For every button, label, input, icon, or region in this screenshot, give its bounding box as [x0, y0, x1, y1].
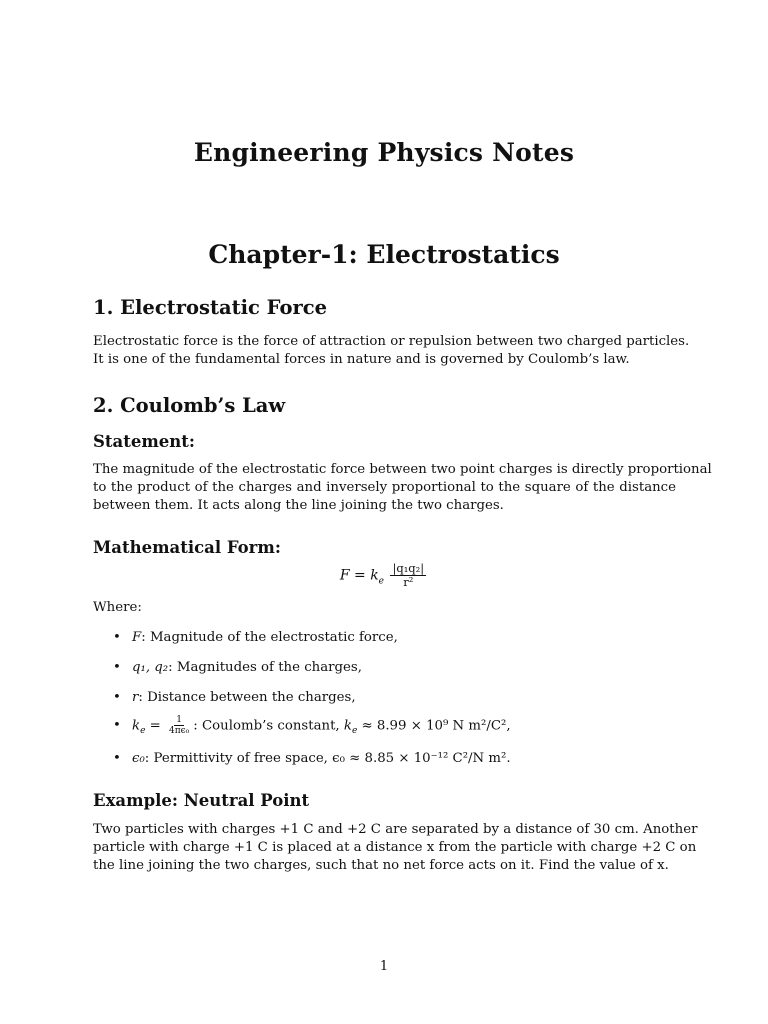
list-item-force	[113, 630, 398, 645]
list-item-text: : Distance between the charges,	[138, 690, 356, 705]
formula-numerator: |q₁q₂|	[392, 561, 425, 575]
formula-lhs-subscript: e	[378, 576, 384, 587]
statement-paragraph	[93, 461, 712, 515]
paragraph-line: It is one of the fundamental forces in nature and is governed by Coulomb’s law.	[93, 352, 630, 367]
list-item-charges	[113, 660, 362, 675]
list-item-distance	[113, 690, 356, 705]
constant-value: ≈ 8.99 × 10⁹ N m²/C²,	[361, 718, 511, 734]
constant-numerator: 1	[176, 715, 183, 725]
example-paragraph	[93, 821, 698, 875]
formula-denominator: r²	[403, 575, 414, 590]
section1-paragraph	[93, 333, 690, 369]
permittivity-value: ϵ₀ ≈ 8.85 × 10⁻¹² C²/N m².	[332, 751, 511, 766]
chapter-title: Chapter-1: Electrostatics	[208, 240, 560, 269]
statement-heading: Statement:	[93, 432, 196, 451]
bullet-icon: •	[113, 751, 121, 766]
equals-sign: =	[145, 718, 165, 734]
paragraph-line: particle with charge +1 C is placed at a distance x from the particle with charge +2 C on	[93, 840, 697, 855]
paragraph-line: Electrostatic force is the force of attraction or repulsion between two charged particles.	[93, 334, 690, 349]
symbol-k-subscript: e	[351, 726, 358, 736]
page-number: 1	[379, 959, 389, 974]
formula-lhs: F = k	[339, 567, 379, 584]
bullet-icon: •	[113, 718, 121, 734]
formula-fraction	[390, 562, 426, 589]
document-title: Engineering Physics Notes	[193, 138, 575, 167]
symbol-f: F	[132, 630, 142, 645]
symbol-k: k	[132, 718, 141, 734]
list-item-text: : Coulomb’s constant,	[193, 718, 344, 734]
list-item-text: : Permittivity of free space,	[144, 751, 333, 766]
paragraph-line: the line joining the two charges, such that no net force acts on it. Find the value of x.	[93, 858, 669, 873]
symbol-epsilon: ϵ₀	[132, 751, 145, 766]
where-label: Where:	[93, 600, 142, 615]
section-heading-electrostatic-force: 1. Electrostatic Force	[93, 296, 328, 319]
mathematical-form-heading: Mathematical Form:	[93, 538, 281, 557]
bullet-icon: •	[113, 660, 121, 675]
list-item-text: : Magnitude of the electrostatic force,	[141, 630, 398, 645]
paragraph-line: The magnitude of the electrostatic force between two point charges is directly proportional	[93, 462, 712, 477]
bullet-icon: •	[113, 690, 121, 705]
constant-fraction	[167, 715, 191, 737]
paragraph-line: Two particles with charges +1 C and +2 C are separated by a distance of 30 cm. Another	[93, 822, 698, 837]
paragraph-line: to the product of the charges and inversely proportional to the square of the distance	[93, 480, 676, 495]
symbol-k-subscript: e	[140, 726, 146, 736]
symbol-q: q₁, q₂	[132, 660, 169, 675]
example-heading: Example: Neutral Point	[93, 791, 310, 810]
paragraph-line: between them. It acts along the line joining the two charges.	[93, 498, 504, 513]
bullet-icon: •	[113, 630, 121, 645]
list-item-text: : Magnitudes of the charges,	[168, 660, 362, 675]
list-item-permittivity	[113, 751, 511, 766]
symbol-k: k	[343, 718, 352, 734]
coulomb-formula	[0, 562, 768, 589]
constant-denominator: 4πϵ₀	[169, 726, 190, 737]
symbol-r: r	[132, 690, 139, 705]
section-heading-coulombs-law: 2. Coulomb’s Law	[93, 394, 286, 417]
list-item-coulomb-constant	[113, 715, 511, 737]
